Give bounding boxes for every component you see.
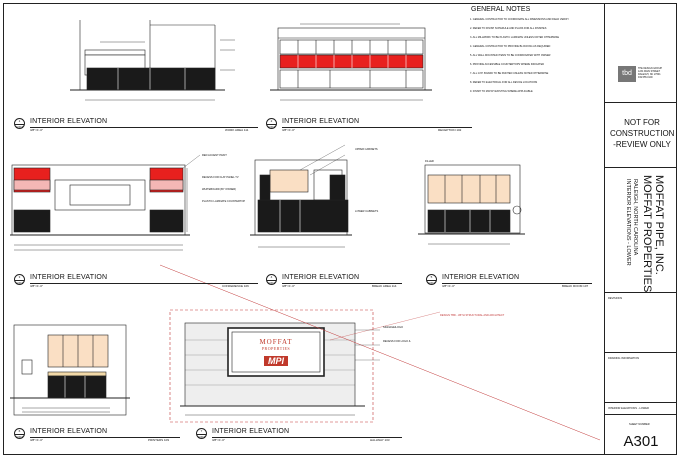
review-stamp: NOT FOR CONSTRUCTION -REVIEW ONLY <box>610 118 675 149</box>
elevation-1-drawing <box>70 20 235 100</box>
note-whiteboard: WHITEBOARD (BY OWNER) <box>202 188 237 191</box>
note-red-accent: RED ACCENT PAINT <box>202 154 227 157</box>
elevation-7-scale: 3/8"=1'-0" <box>212 438 225 442</box>
project-name-2: MOFFAT PROPERTIES <box>641 175 653 293</box>
elevation-4-drawing <box>250 145 352 247</box>
elevation-3-drawing <box>10 155 200 250</box>
elevation-1-bubble: 1 A301 <box>15 119 23 129</box>
project-name-1: MOFFAT PIPE, INC. <box>653 175 665 275</box>
title-block-firm <box>605 3 677 103</box>
elevation-2-room: RECEPTION 102 <box>438 128 462 132</box>
elevation-7-room: HALLWAY 103 <box>370 438 390 442</box>
general-note-8: 8. REFER TO ELECTRICAL FOR ALL DEVICE LOCATIONS <box>470 81 538 84</box>
note-pl-counter: PLASTIC LAMINATE COUNTERTOP <box>202 200 246 203</box>
note-signage: SIGNAGE/LOGO <box>383 326 404 329</box>
note-design-tbd: DESIGN TBD - WITH STRUCTURAL AND ARCHITECT <box>440 314 505 317</box>
project-location: RALEIGH, NORTH CAROLINA <box>632 179 638 256</box>
sheet-title: INTERIOR ELEVATIONS - LOWER <box>608 407 649 410</box>
general-notes-title: GENERAL NOTES <box>471 6 531 13</box>
elevation-5-title: INTERIOR ELEVATION <box>442 274 520 281</box>
elevation-4-room: BREAK AREA 114 <box>372 284 397 288</box>
general-note-2: 2. REFER TO FINISH SCHEDULE AND PLANS FOR ALL FINISHES <box>470 27 547 30</box>
title-block-info <box>605 353 677 403</box>
project-drawing-title: INTERIOR ELEVATIONS - LOWER <box>625 179 631 266</box>
elevation-1-room: WORK AREA 111 <box>225 128 249 132</box>
elevation-3-room: CONFERENCE 106 <box>222 284 249 288</box>
note-recess-tv: RECESS FOR FLAT PANEL TV <box>202 176 239 179</box>
elevation-6-title: INTERIOR ELEVATION <box>30 428 108 435</box>
note-lower-cabinets: LOWER CABINETS <box>355 210 379 213</box>
elevation-2-scale: 3/8"=1'-0" <box>282 128 295 132</box>
sheet-number: A301 <box>623 433 659 450</box>
note-upper-cabinets: UPPER CABINETS <box>355 148 378 151</box>
general-note-3: 3. ALL MILLWORK TO BE PLASTIC LAMINATE UNLESS NOTED OTHERWISE <box>470 36 560 39</box>
elevation-2-drawing <box>270 24 432 100</box>
general-note-7: 7. ALL GYP. BOARD TO BE PAINTED UNLESS NOTED OTHERWISE <box>470 72 549 75</box>
elevation-1-underline <box>30 127 258 128</box>
elevation-5-room: BREAK ROOM 107 <box>562 284 589 288</box>
general-note-4: 4. GENERAL CONTRACTOR TO PROVIDE BLOCKING AS REQUIRED <box>470 45 551 48</box>
general-note-9: 9. FINISH TO MATCH EXISTING WHERE APPLICABLE <box>470 90 533 93</box>
elevation-4-title: INTERIOR ELEVATION <box>282 274 360 281</box>
general-note-6: 6. PROVIDE ACCESSIBLE COUNTERTOPS WHERE INDICATED <box>470 63 545 66</box>
elevation-5-drawing <box>418 165 525 244</box>
elevation-7-drawing <box>160 265 600 440</box>
elevation-7-title: INTERIOR ELEVATION <box>212 428 290 435</box>
firm-address: THE DESIGN GROUP 1234 MAIN STREET RALEIGH, NC 27601 919.555.0100 <box>638 67 663 79</box>
elevation-6-scale: 3/8"=1'-0" <box>30 438 43 442</box>
elevation-1-scale: 3/8"=1'-0" <box>30 128 43 132</box>
elevation-1-title: INTERIOR ELEVATION <box>30 118 108 125</box>
elevation-4-scale: 3/8"=1'-0" <box>282 284 295 288</box>
revisions-label: REVISIONS <box>608 297 623 300</box>
sign-logo-line1: MOFFAT <box>259 338 293 346</box>
elevation-7-bubble: 7 A301 <box>197 429 205 439</box>
elevation-4-bubble: 4 A301 <box>267 275 275 285</box>
general-note-1: 1. GENERAL CONTRACTOR TO COORDINATE ALL DIMENSIONS AND FIELD VERIFY <box>470 18 569 21</box>
note-recess-logo: RECESS FOR LOGO & <box>383 340 411 343</box>
elevation-3-title: INTERIOR ELEVATION <box>30 274 108 281</box>
elevation-5-bubble: 5 A301 <box>427 275 435 285</box>
elevation-6-bubble: 6 A301 <box>15 429 23 439</box>
elevation-5-scale: 3/8"=1'-0" <box>442 284 455 288</box>
firm-logo: tbd <box>618 66 636 82</box>
title-block-revisions <box>605 293 677 353</box>
title-block <box>604 3 677 455</box>
drawing-info-label: DRAWING INFORMATION <box>608 357 640 360</box>
elevation-6-drawing <box>10 325 130 415</box>
general-note-5: 5. ALL WALL MOUNTED ITEMS TO BE COORDINATED WITH OWNER <box>470 54 551 57</box>
note-filler: FILLER <box>425 160 434 163</box>
sign-logo-line2: PROPERTIES <box>261 346 291 351</box>
moffat-sign <box>240 334 312 372</box>
sign-mpi-mark: MPI <box>264 356 288 366</box>
elevation-3-bubble: 3 A301 <box>15 275 23 285</box>
elevation-2-bubble: 2 A301 <box>267 119 275 129</box>
elevation-3-scale: 3/8"=1'-0" <box>30 284 43 288</box>
sheet-number-label: SHEET NUMBER <box>629 423 650 426</box>
elevation-6-room: PRINTERS 109 <box>148 438 170 442</box>
elevation-2-title: INTERIOR ELEVATION <box>282 118 360 125</box>
